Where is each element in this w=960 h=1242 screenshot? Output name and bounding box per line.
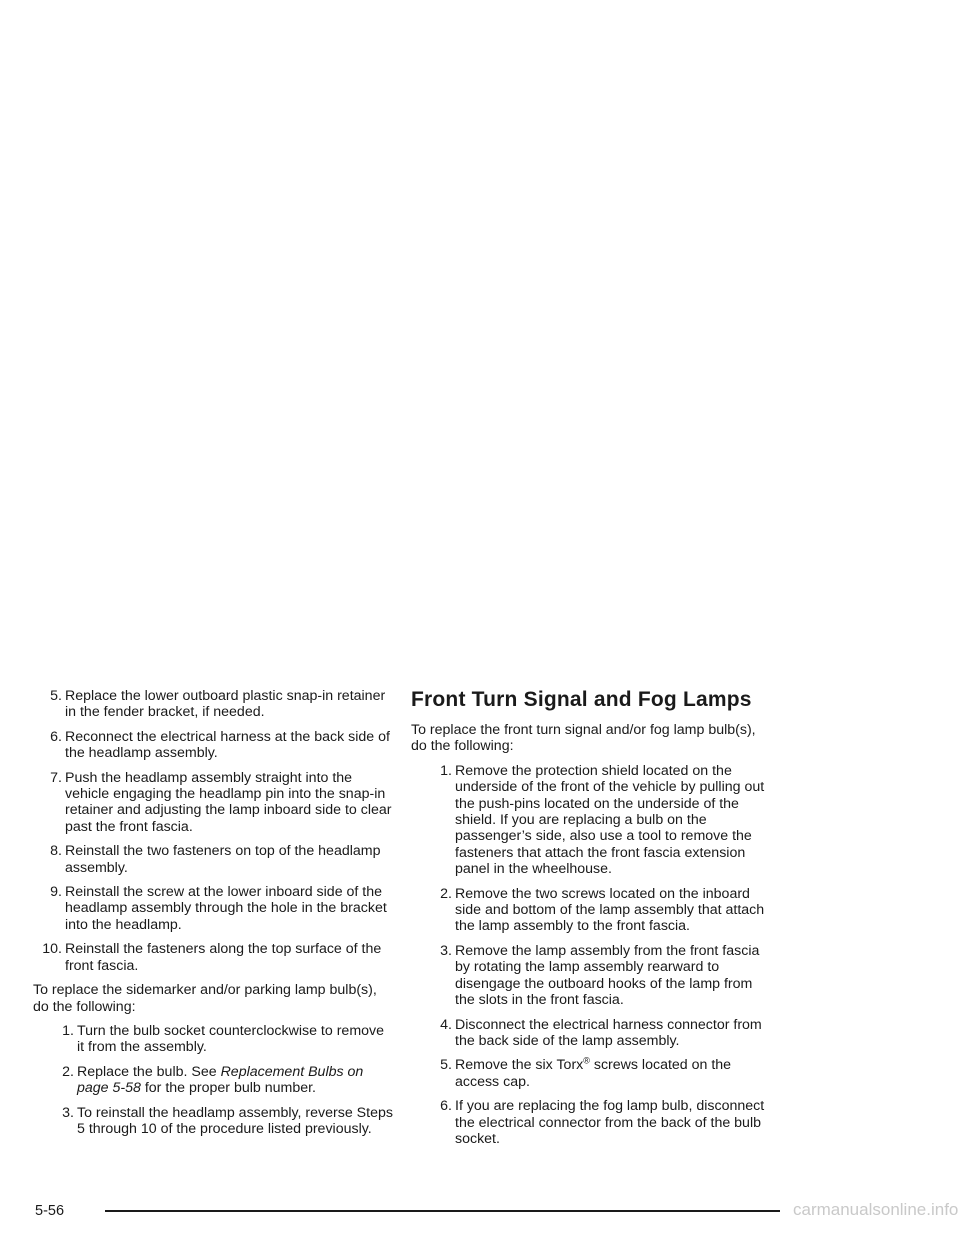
sidemarker-step-1 [33, 1023, 395, 1056]
step-text: Replace the lower outboard plastic snap-in retainer in the fender bracket, if needed. [65, 688, 386, 721]
step-6 [33, 729, 395, 762]
step-number: 3. [440, 942, 452, 959]
step-number: 1. [440, 762, 452, 779]
step-8 [33, 843, 395, 876]
step-number: 2. [62, 1063, 74, 1080]
step-number: 10. [42, 941, 62, 958]
right-column [411, 688, 773, 1155]
page-number: 5-56 [35, 1203, 65, 1219]
sidemarker-intro: To replace the sidemarker and/or parking lamp bulb(s), do the following: [33, 982, 377, 1015]
step-text: Reinstall the two fasteners on top of the headlamp assembly. [65, 843, 381, 876]
step-number: 5. [50, 688, 62, 704]
step-text: Remove the lamp assembly from the front fascia by rotating the lamp assembly rearward to disengage the outboard hooks of the lamp from the slots in the front fascia. [455, 942, 760, 1009]
fog-step-4 [411, 1017, 773, 1050]
fog-step-3 [411, 943, 773, 1009]
step-5 [33, 688, 395, 721]
step-number: 3. [62, 1104, 74, 1121]
step-number: 1. [62, 1022, 74, 1039]
step-text: To reinstall the headlamp assembly, reverse Steps 5 through 10 of the procedure listed previously. [77, 1104, 393, 1137]
step-number: 2. [440, 885, 452, 902]
step-text: Reconnect the electrical harness at the back side of the headlamp assembly. [65, 728, 390, 762]
step-text: Remove the protection shield located on the underside of the front of the vehicle by pulling out the push-pins located on the underside of the shield. If you are replacing a bulb on the passenger’s side, also use a tool to remove the fasteners that attach the front fascia extension panel in the wheelhouse. [455, 762, 765, 878]
step-text: Turn the bulb socket counterclockwise to remove it from the assembly. [77, 1022, 385, 1056]
step-number: 9. [50, 884, 62, 901]
step-text: Disconnect the electrical harness connector from the back side of the lamp assembly. [455, 1016, 762, 1049]
left-column [33, 688, 395, 1145]
step-number: 7. [50, 769, 62, 786]
step-7 [33, 770, 395, 836]
step-9 [33, 884, 395, 933]
step-text: Remove the two screws located on the inboard side and bottom of the lamp assembly that attach the lamp assembly to the front fascia. [455, 885, 765, 935]
watermark: carmanualsonline.info [793, 1200, 959, 1219]
fog-step-2 [411, 886, 773, 935]
step-text-pre: Replace the bulb. See [77, 1063, 221, 1080]
fog-step-5 [411, 1057, 773, 1090]
section-heading: Front Turn Signal and Fog Lamps [411, 688, 752, 711]
step-10 [33, 941, 395, 974]
step-text-post: screws located on the access cap. [455, 1057, 732, 1090]
section-intro: To replace the front turn signal and/or fog lamp bulb(s), do the following: [411, 722, 756, 755]
step-number: 5. [440, 1057, 452, 1074]
step-text: Reinstall the fasteners along the top surface of the front fascia. [65, 941, 382, 974]
registered-mark: ® [583, 1055, 590, 1066]
step-text-pre: Remove the six Torx [455, 1057, 584, 1074]
footer-rule [105, 1210, 780, 1212]
fog-step-6 [411, 1098, 773, 1147]
step-text: Push the headlamp assembly straight into the vehicle engaging the headlamp pin into the snap-in retainer and adjusting the lamp inboard side to clear past the front fascia. [65, 769, 392, 835]
step-text-post: for the proper bulb number. [140, 1080, 316, 1097]
sidemarker-step-3 [33, 1105, 395, 1138]
step-text: If you are replacing the fog lamp bulb, disconnect the electrical connector from the back of the bulb socket. [455, 1098, 765, 1147]
step-number: 4. [440, 1016, 452, 1033]
sidemarker-step-2 [33, 1064, 395, 1097]
cross-reference-link[interactable]: Replacement Bulbs on page 5-58 [77, 1063, 364, 1097]
step-number: 8. [50, 843, 62, 860]
step-number: 6. [50, 728, 62, 745]
fog-step-1 [411, 763, 773, 878]
step-text: Reinstall the screw at the lower inboard side of the headlamp assembly through the hole in the bracket into the headlamp. [65, 884, 387, 933]
step-number: 6. [440, 1098, 452, 1115]
